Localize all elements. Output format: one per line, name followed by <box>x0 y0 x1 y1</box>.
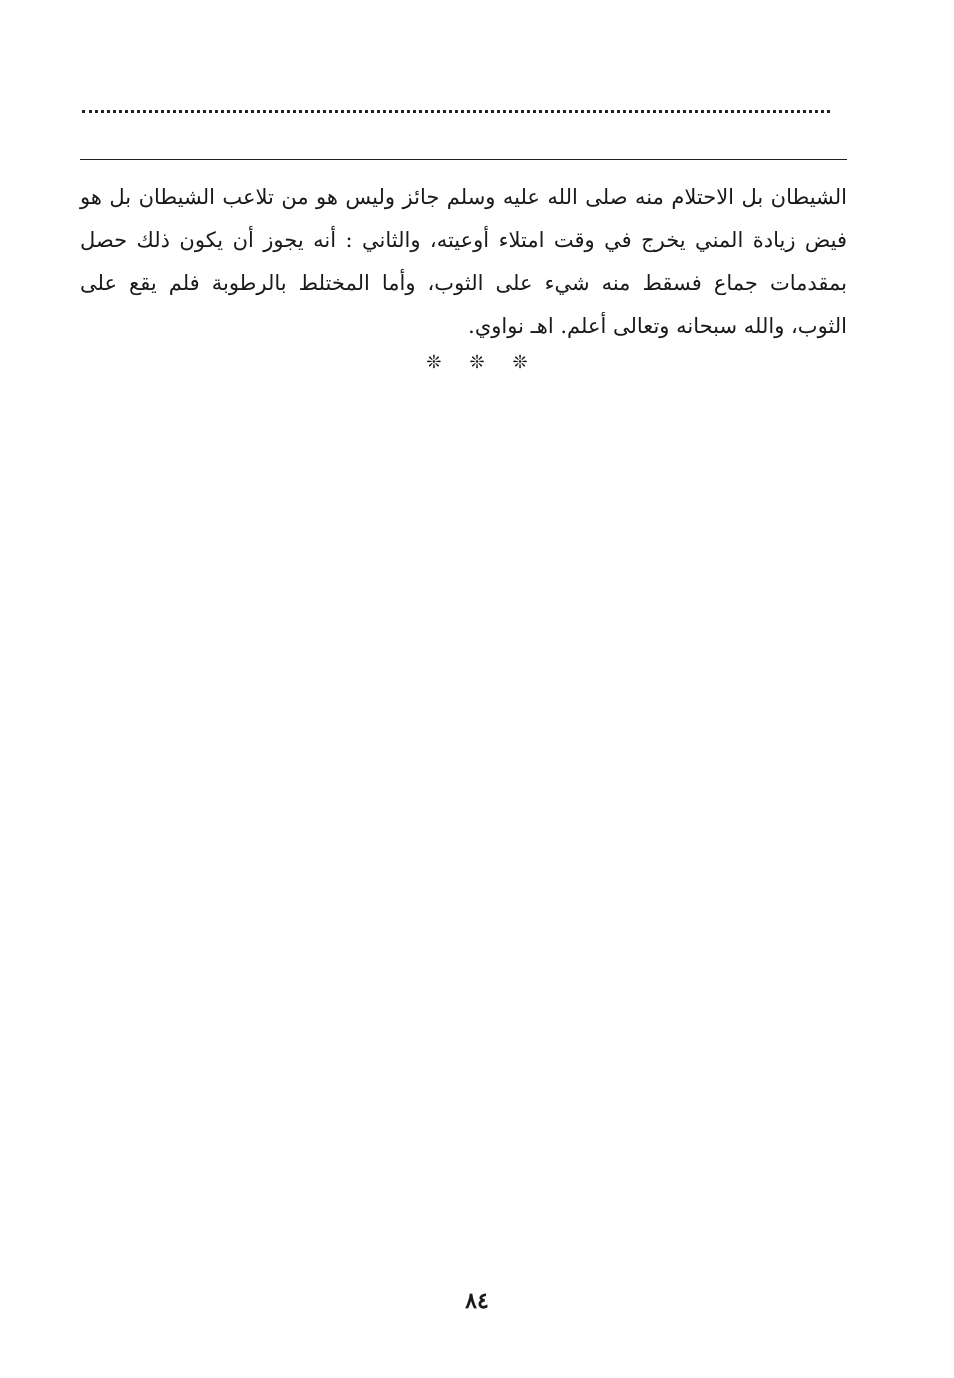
dotted-rule <box>82 110 830 113</box>
page-number: ٨٤ <box>465 1288 489 1314</box>
footnote-line: فيض زيادة المني يخرج في وقت امتلاء أوعيته، والثاني : أنه يجوز أن يكون ذلك حصل <box>80 228 847 252</box>
footnote-separator-rule <box>80 159 847 160</box>
footnote-text <box>80 176 847 348</box>
section-separator-stars: ❊❊❊ <box>426 352 556 373</box>
footnote-line: بمقدمات جماع فسقط منه شيء على الثوب، وأما المختلط بالرطوبة فلم يقع على <box>80 271 847 295</box>
footnote-line: الشيطان بل الاحتلام منه صلى الله عليه وسلم جائز وليس هو من تلاعب الشيطان بل هو <box>80 185 847 209</box>
footnote-line: الثوب، والله سبحانه وتعالى أعلم. اهـ نواوي. <box>468 314 847 338</box>
